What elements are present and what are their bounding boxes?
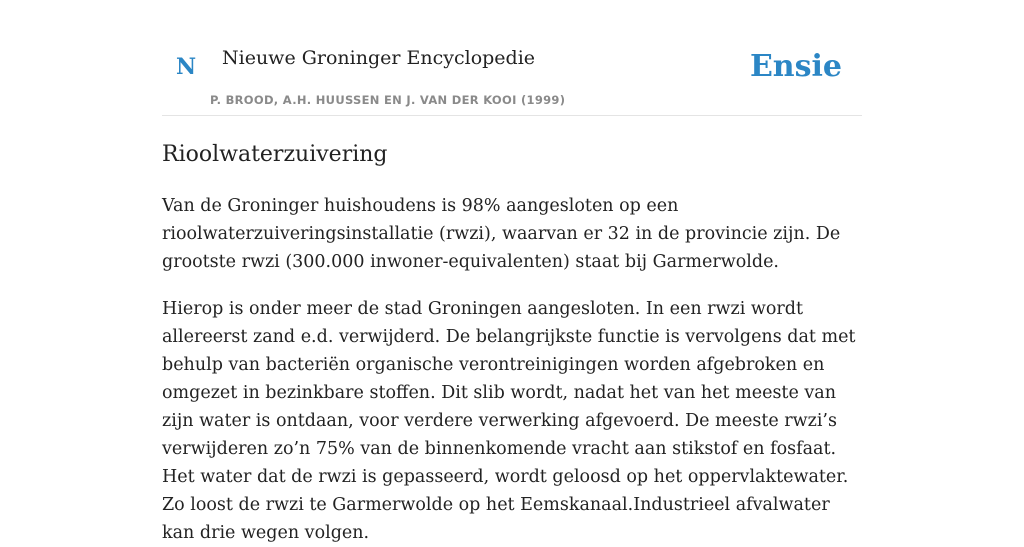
article-card: [162, 0, 862, 547]
source-header: [162, 0, 862, 116]
article-paragraph-1: Van de Groninger huishoudens is 98% aangesloten op een rioolwaterzuiveringsinstallatie (rwzi), waarvan er 32 in de provincie zijn. De grootste rwzi (300.000 inwoner-equivalenten) staat bij Garmerwolde.: [162, 196, 841, 273]
brand-logo[interactable]: Ensie: [749, 49, 842, 84]
source-authors: P. BROOD, A.H. HUUSSEN EN J. VAN DER KOOI (1999): [210, 93, 566, 107]
source-logo[interactable]: N: [176, 54, 197, 80]
article-paragraph-2: Hierop is onder meer de stad Groningen aangesloten. In een rwzi wordt allereerst zand e.d. verwijderd. De belangrijkste functie is vervolgens dat met behulp van bacteriën organische verontreinigingen worden afgebroken en omgezet in bezinkbare stoffen. Dit slib wordt, nadat het van het meeste van zijn water is ontdaan, voor verdere verwerking afgevoerd. De meeste rwzi’s verwijderen zo’n 75% van de binnenkomende vracht aan stikstof en fosfaat. Het water dat de rwzi is gepasseerd, wordt geloosd op het oppervlaktewater. Zo loost de rwzi te Garmerwolde op het Eemskanaal.Industrieel afvalwater kan drie wegen volgen.: [162, 299, 856, 544]
encyclopedia-title[interactable]: Nieuwe Groninger Encyclopedie: [222, 47, 536, 69]
article-title: Rioolwaterzuivering: [162, 142, 388, 167]
